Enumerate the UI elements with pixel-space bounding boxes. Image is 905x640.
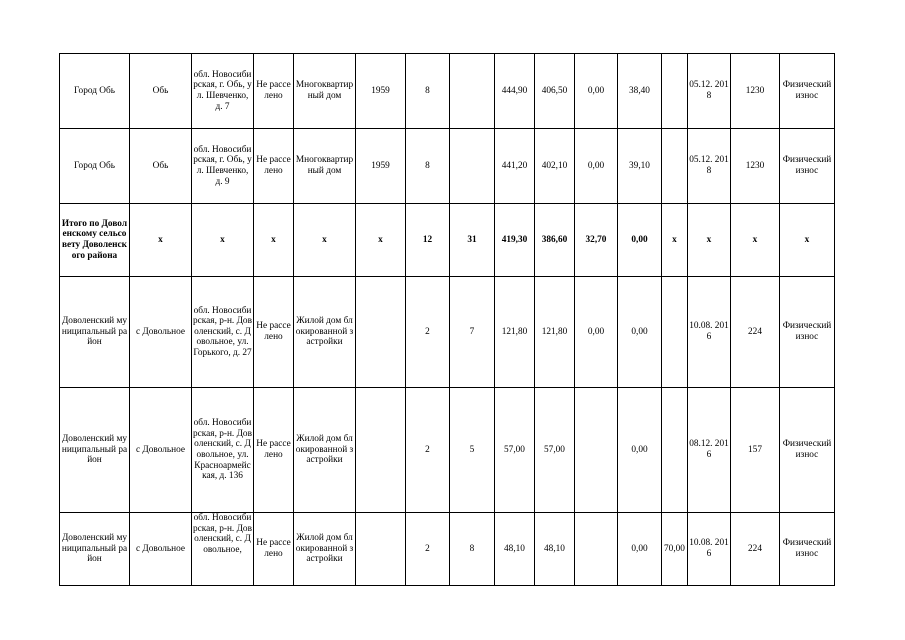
municipality-cell: Доволенский муниципальный район xyxy=(60,277,130,388)
table-row xyxy=(60,388,835,513)
settlement-cell: Обь xyxy=(130,54,192,129)
date-cell: 08.12. 2016 xyxy=(688,388,731,513)
area-cell: 402,10 xyxy=(535,129,575,204)
address-cell xyxy=(192,513,254,586)
reason-cell: Физический износ xyxy=(780,54,835,129)
count-cell: 8 xyxy=(406,129,450,204)
total-area-cell: 48,10 xyxy=(495,513,535,586)
resettlement-status-cell: Не расселено xyxy=(254,54,294,129)
year-built-cell xyxy=(356,277,406,388)
extra-cell xyxy=(662,277,688,388)
municipality-cell: Город Обь xyxy=(60,129,130,204)
area-cell: 57,00 xyxy=(535,388,575,513)
address-cell: обл. Новосибирская, р-н. Доволенский, с. Довольное, ул. Горького, д. 27 xyxy=(192,277,254,388)
year-built-cell: х xyxy=(356,204,406,277)
resettlement-status-cell: Не расселено xyxy=(254,277,294,388)
date-cell: 10.08. 2016 xyxy=(688,277,731,388)
area-cell: 38,40 xyxy=(618,54,662,129)
area-cell: 0,00 xyxy=(618,388,662,513)
count-cell: 8 xyxy=(406,54,450,129)
settlement-cell: с Довольное xyxy=(130,513,192,586)
document-number-cell: 1230 xyxy=(731,54,780,129)
total-area-cell: 419,30 xyxy=(495,204,535,277)
address-cell: обл. Новосибирская, г. Обь, ул. Шевченко, д. 9 xyxy=(192,129,254,204)
extra-cell: х xyxy=(662,204,688,277)
count-cell: 2 xyxy=(406,277,450,388)
settlement-cell: с Довольное xyxy=(130,388,192,513)
reason-cell: Физический износ xyxy=(780,129,835,204)
year-built-cell: 1959 xyxy=(356,129,406,204)
area-cell: 32,70 xyxy=(575,204,618,277)
date-cell: х xyxy=(688,204,731,277)
settlement-cell: с Довольное xyxy=(130,277,192,388)
total-area-cell: 444,90 xyxy=(495,54,535,129)
area-cell: 0,00 xyxy=(618,277,662,388)
document-number-cell: 224 xyxy=(731,513,780,586)
settlement-cell: Обь xyxy=(130,129,192,204)
extra-cell xyxy=(662,54,688,129)
building-type-cell: х xyxy=(294,204,356,277)
reason-cell: Физический износ xyxy=(780,277,835,388)
housing-register-table xyxy=(59,53,835,586)
extra-cell xyxy=(662,388,688,513)
resettlement-status-cell: Не расселено xyxy=(254,129,294,204)
address-cell: х xyxy=(192,204,254,277)
count-cell: 2 xyxy=(406,513,450,586)
table-row xyxy=(60,513,835,586)
building-type-cell: Жилой дом блокированной застройки xyxy=(294,513,356,586)
count-cell: 12 xyxy=(406,204,450,277)
settlement-cell: х xyxy=(130,204,192,277)
resettlement-status-cell: х xyxy=(254,204,294,277)
building-type-cell: Жилой дом блокированной застройки xyxy=(294,388,356,513)
municipality-cell: Город Обь xyxy=(60,54,130,129)
subtotal-row xyxy=(60,204,835,277)
residents-cell: 8 xyxy=(450,513,495,586)
residents-cell xyxy=(450,129,495,204)
residents-cell: 31 xyxy=(450,204,495,277)
year-built-cell xyxy=(356,388,406,513)
area-cell xyxy=(575,513,618,586)
resettlement-status-cell: Не расселено xyxy=(254,513,294,586)
extra-cell xyxy=(662,129,688,204)
reason-cell: Физический износ xyxy=(780,388,835,513)
municipality-cell: Доволенский муниципальный район xyxy=(60,388,130,513)
document-number-cell: х xyxy=(731,204,780,277)
resettlement-status-cell: Не расселено xyxy=(254,388,294,513)
residents-cell: 7 xyxy=(450,277,495,388)
area-cell: 121,80 xyxy=(535,277,575,388)
area-cell: 0,00 xyxy=(618,513,662,586)
date-cell: 05.12. 2018 xyxy=(688,54,731,129)
area-cell: 0,00 xyxy=(575,277,618,388)
area-cell: 0,00 xyxy=(618,204,662,277)
residents-cell: 5 xyxy=(450,388,495,513)
document-number-cell: 1230 xyxy=(731,129,780,204)
address-text: обл. Новосибирская, р-н. Доволенский, с. Довольное, xyxy=(193,513,252,555)
total-area-cell: 121,80 xyxy=(495,277,535,388)
area-cell: 0,00 xyxy=(575,129,618,204)
subtotal-label-cell: Итого по Доволенскому сельсовету Доволенского района xyxy=(60,204,130,277)
area-cell: 406,50 xyxy=(535,54,575,129)
building-type-cell: Жилой дом блокированной застройки xyxy=(294,277,356,388)
address-cell: обл. Новосибирская, г. Обь, ул. Шевченко, д. 7 xyxy=(192,54,254,129)
count-cell: 2 xyxy=(406,388,450,513)
table-row xyxy=(60,129,835,204)
reason-cell: Физический износ xyxy=(780,513,835,586)
document-number-cell: 157 xyxy=(731,388,780,513)
residents-cell xyxy=(450,54,495,129)
year-built-cell: 1959 xyxy=(356,54,406,129)
address-cell: обл. Новосибирская, р-н. Доволенский, с. Довольное, ул. Красноармейская, д. 136 xyxy=(192,388,254,513)
municipality-cell: Доволенский муниципальный район xyxy=(60,513,130,586)
year-built-cell xyxy=(356,513,406,586)
reason-cell: х xyxy=(780,204,835,277)
extra-cell: 70,00 xyxy=(662,513,688,586)
area-cell: 39,10 xyxy=(618,129,662,204)
table-row xyxy=(60,277,835,388)
total-area-cell: 441,20 xyxy=(495,129,535,204)
area-cell: 0,00 xyxy=(575,54,618,129)
area-cell: 48,10 xyxy=(535,513,575,586)
document-number-cell: 224 xyxy=(731,277,780,388)
date-cell: 05.12. 2018 xyxy=(688,129,731,204)
total-area-cell: 57,00 xyxy=(495,388,535,513)
building-type-cell: Многоквартирный дом xyxy=(294,129,356,204)
area-cell: 386,60 xyxy=(535,204,575,277)
building-type-cell: Многоквартирный дом xyxy=(294,54,356,129)
date-cell: 10.08. 2016 xyxy=(688,513,731,586)
area-cell xyxy=(575,388,618,513)
table-row xyxy=(60,54,835,129)
